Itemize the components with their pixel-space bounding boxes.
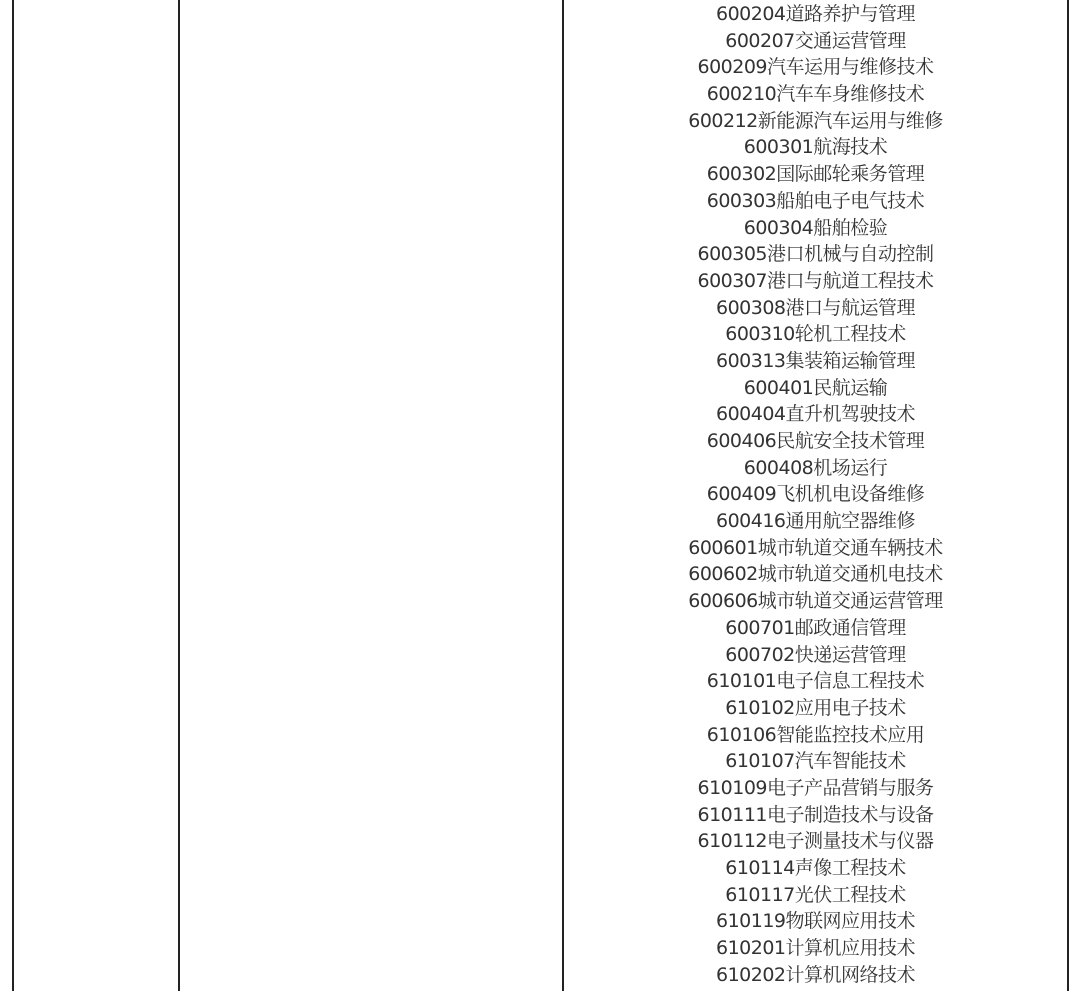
- column-divider-1: [178, 0, 180, 991]
- major-item: 600702快递运营管理: [725, 643, 906, 666]
- major-item: 600305港口机械与自动控制: [697, 243, 934, 266]
- major-item: 600308港口与航运管理: [715, 296, 916, 319]
- major-item: 600204道路养护与管理: [715, 3, 916, 25]
- major-item: 600416通用航空器维修: [715, 510, 916, 533]
- major-item: 610201计算机应用技术: [715, 937, 916, 960]
- major-item: 600602城市轨道交通机电技术: [688, 563, 943, 586]
- table-border-left: [12, 0, 14, 991]
- major-item: 600606城市轨道交通运营管理: [688, 590, 943, 613]
- major-list: [564, 1, 1067, 988]
- table-border-right: [1067, 0, 1069, 991]
- major-item: 600304船舶检验: [743, 216, 888, 239]
- major-item: 600404直升机驾驶技术: [715, 403, 916, 426]
- major-item: 600207交通运营管理: [725, 29, 906, 52]
- major-item: 610106智能监控技术应用: [706, 723, 925, 746]
- major-item: 600210汽车车身维修技术: [706, 83, 925, 106]
- major-item: 610114声像工程技术: [725, 857, 906, 879]
- major-item: 600303船舶电子电气技术: [706, 189, 925, 212]
- major-item: 600209汽车运用与维修技术: [697, 56, 934, 79]
- major-item: 610112电子测量技术与仪器: [697, 830, 934, 853]
- major-item: 610202计算机网络技术: [715, 963, 916, 986]
- major-item: 600307港口与航道工程技术: [697, 269, 934, 292]
- major-item: 600301航海技术: [743, 136, 888, 159]
- major-item: 600406民航安全技术管理: [706, 430, 925, 452]
- major-item: 610107汽车智能技术: [725, 750, 906, 773]
- major-item: 600409飞机机电设备维修: [706, 483, 925, 506]
- major-item: 610111电子制造技术与设备: [697, 803, 934, 826]
- major-item: 600310轮机工程技术: [725, 323, 906, 346]
- major-item: 610102应用电子技术: [725, 696, 906, 719]
- major-item: 610109电子产品营销与服务: [697, 776, 934, 799]
- major-item: 600313集装箱运输管理: [715, 349, 916, 372]
- major-item: 600601城市轨道交通车辆技术: [688, 536, 943, 559]
- major-item: 610101电子信息工程技术: [706, 670, 925, 693]
- major-item: 600302国际邮轮乘务管理: [706, 163, 925, 186]
- major-item: 610119物联网应用技术: [715, 910, 916, 933]
- major-item: 600212新能源汽车运用与维修: [688, 109, 943, 132]
- major-item: 600401民航运输: [743, 376, 888, 399]
- major-item: 600408机场运行: [743, 456, 888, 479]
- major-item: 600701邮政通信管理: [725, 616, 906, 639]
- major-item: 610117光伏工程技术: [725, 883, 906, 906]
